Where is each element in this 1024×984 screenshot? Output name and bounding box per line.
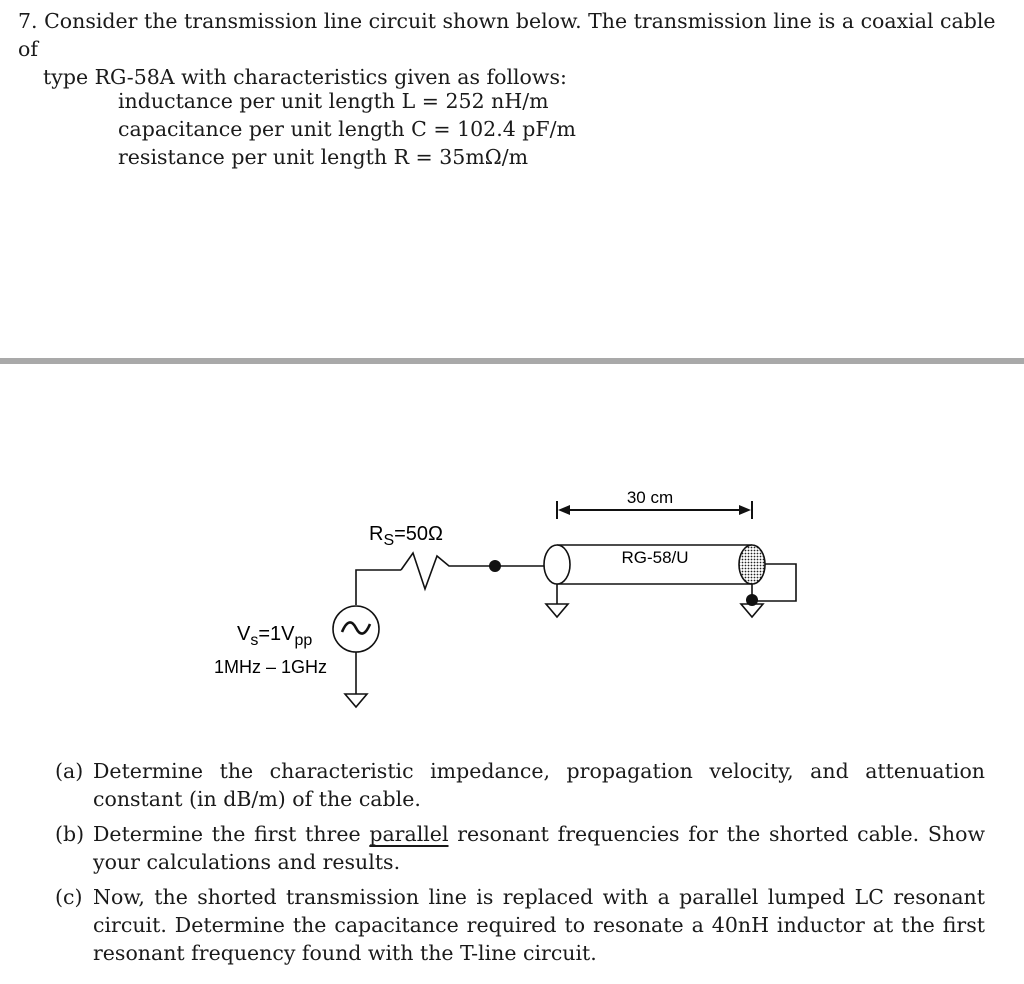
frequency-range-label: 1MHz – 1GHz [214, 657, 328, 677]
question-b [55, 820, 985, 876]
param-symbol: C [411, 117, 427, 141]
vs-label: $V_s=1V_{pp}$ [237, 623, 313, 649]
param-value: 102.4 pF/m [457, 117, 576, 141]
output-node [746, 594, 758, 606]
question-c [55, 883, 985, 967]
question-a [55, 757, 985, 813]
emphasis-parallel: parallel [369, 822, 449, 846]
section-divider [0, 358, 1024, 364]
problem-intro-line2: type RG-58A with characteristics given as follows: [43, 65, 567, 89]
question-list [55, 757, 985, 974]
question-text: Determine the first three parallel resonant frequencies for the shorted cable. Show your calculations and results. [93, 822, 985, 874]
param-resistance: resistance per unit length R = 35mΩ/m [118, 145, 529, 169]
param-symbol: R [393, 145, 410, 169]
voltage-source [333, 606, 379, 707]
input-ground [546, 584, 568, 617]
rs-label: $R_S=50\Omega$ [369, 523, 444, 549]
problem-statement [18, 7, 1008, 91]
source-wire [356, 553, 546, 605]
cable-label: RG-58/U [621, 548, 689, 567]
problem-number: 7. [18, 9, 38, 33]
question-text: Now, the shorted transmission line is replaced with a parallel lumped LC resonant circuit. Determine the capacitance required to resonate a 40nH inductor at the first resonant frequency found with the T-line circuit. [93, 885, 985, 965]
param-label: resistance per unit length [118, 145, 388, 169]
cable-parameters [118, 87, 576, 171]
question-label: (c) [55, 885, 83, 909]
shorted-end [739, 545, 765, 584]
resistor-zigzag [401, 553, 495, 589]
circuit-diagram [0, 470, 1024, 730]
param-symbol: L [401, 89, 416, 113]
param-inductance: inductance per unit length L = 252 nH/m [118, 89, 549, 113]
param-label: capacitance per unit length [118, 117, 405, 141]
junction-node [489, 560, 501, 572]
param-label: inductance per unit length [118, 89, 396, 113]
problem-intro-line1: Consider the transmission line circuit shown below. The transmission line is a coaxial cable of [18, 9, 996, 61]
length-label: 30 cm [626, 488, 674, 507]
question-text: Determine the characteristic impedance, propagation velocity, and attenuation constant (in dB/m) of the cable. [93, 759, 985, 811]
question-label: (b) [55, 822, 85, 846]
param-value: 35mΩ/m [439, 145, 529, 169]
question-label: (a) [55, 759, 84, 783]
param-value: 252 nH/m [445, 89, 549, 113]
param-capacitance: capacitance per unit length C = 102.4 pF/m [118, 117, 576, 141]
